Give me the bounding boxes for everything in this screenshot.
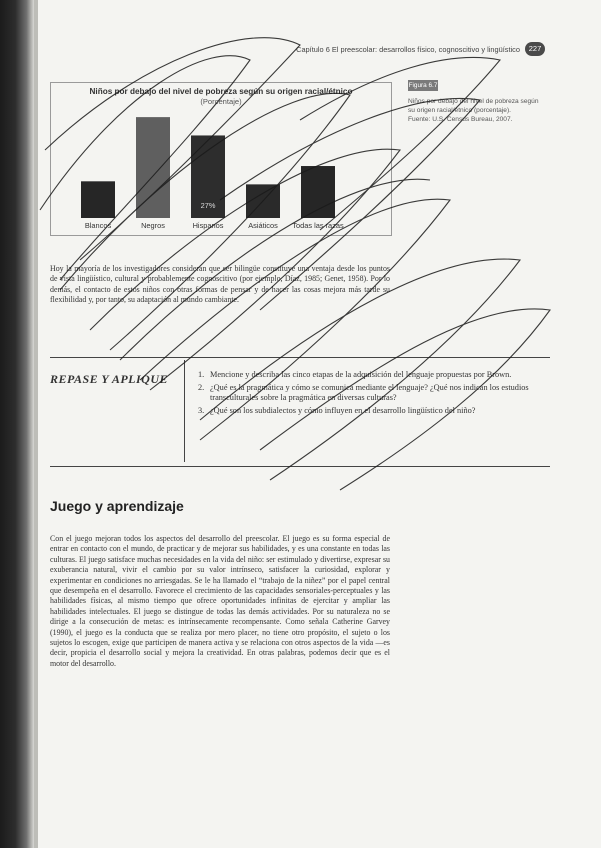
running-head: Capítulo 6 El preescolar: desarrollos físico, cognoscitivo y lingüístico [296, 45, 520, 54]
review-top-rule [50, 357, 550, 358]
bar-asiáticos [246, 184, 280, 218]
bar-negros [136, 117, 170, 218]
review-question: 3. ¿Qué son los subdialectos y cómo influyen en el desarrollo lingüístico del niño? [198, 405, 476, 415]
chart-subtitle: (Porcentaje) [200, 97, 242, 106]
review-bottom-rule [50, 466, 550, 467]
body-paragraph-play: Con el juego mejoran todos los aspectos del desarrollo del preescolar. El juego es su forma especial de entrar en contacto con el mundo, de practicar y de mejorar sus habilidades, y es una constante en todas las culturas. El juego satisface muchas necesidades en la vida del niño: ser estimulado y divertirse, expresar su exuberancia natural, vivir el cambio por su valor intrínseco, satisfacer la curiosidad, explorar y experimentar en condiciones no arriesgadas. Se le ha llamado el “trabajo de la niñez” por el papel central que desempeña en el desarrollo. Favorece el crecimiento de las capacidades sensoriales-perceptuales y las habilidades físicas, al mismo tiempo que ofrece oportunidades infinitas de ejercitar y ampliar las habilidades intelectuales. El juego se distingue de todas las demás actividades. Por su naturaleza no se dirige a la consecución de metas: es intrínsecamente recompensante. Como señala Catherine Garvey (1990), el juego es la conducta que se realiza por mero placer, no tiene otro propósito, el sujeto o los sujetos lo escogen, exige que participen de manera activa y se relaciona con otros aspectos de la vida —es decir, propicia el desarrollo social y mejora la creatividad. En otras palabras, podemos decir que es el motor del desarrollo. [50, 534, 390, 668]
figure-caption [408, 97, 548, 124]
book-spine-shadow [0, 0, 34, 848]
category-label: Hispanos [192, 221, 224, 230]
bar-chart [51, 83, 391, 235]
category-label: Asiáticos [248, 221, 278, 230]
figure-caption-source: Fuente: U.S. Census Bureau, 2007. [408, 116, 513, 123]
review-questions [198, 370, 548, 418]
chart-frame [50, 82, 392, 236]
section-title: Juego y aprendizaje [50, 498, 184, 514]
page-edge [34, 0, 38, 848]
figure-caption-line: su origen racial/étnico (porcentaje). [408, 107, 511, 114]
body-paragraph-bilingual: Hoy la mayoría de los investigadores consideran que ser bilingüe constituye una ventaja desde los puntos de vista lingüístico, cultural y probablemente cognoscitivo (por ejemplo, Díaz, 1985; Genet, 1958). Por lo demás, el contacto de estos niños con otras formas de pensar y de hacer las cosas mejora más tarde su flexibilidad y, por tanto, su adaptación al mundo cambiante. [50, 264, 390, 305]
review-heading: REPASE Y APLIQUE [50, 372, 169, 386]
review-question: 1. Mencione y describa las cinco etapas de la adquisición del lenguaje propuestas por Brown. [198, 370, 512, 379]
bar-blancos [81, 181, 115, 218]
chart-title: Niños por debajo del nivel de pobreza según su origen racial/étnico [89, 87, 353, 96]
category-label: Blancos [84, 221, 112, 230]
figure-tag: Figura 6.7 [408, 82, 438, 89]
figure-caption-line: Niños por debajo del nivel de pobreza según [408, 98, 539, 105]
review-divider [184, 360, 185, 462]
bar-todas-las-razas [301, 166, 335, 218]
page-number: 227 [525, 42, 545, 56]
category-label: Todas las razas [292, 221, 344, 230]
review-question: 2. ¿Qué es la pragmática y cómo se comunica mediante el lenguaje? ¿Qué nos indican los estudios transculturales sobre la pragmática en diversas culturas? [198, 382, 529, 402]
data-label: 27% [200, 201, 216, 210]
category-label: Negros [141, 221, 165, 230]
